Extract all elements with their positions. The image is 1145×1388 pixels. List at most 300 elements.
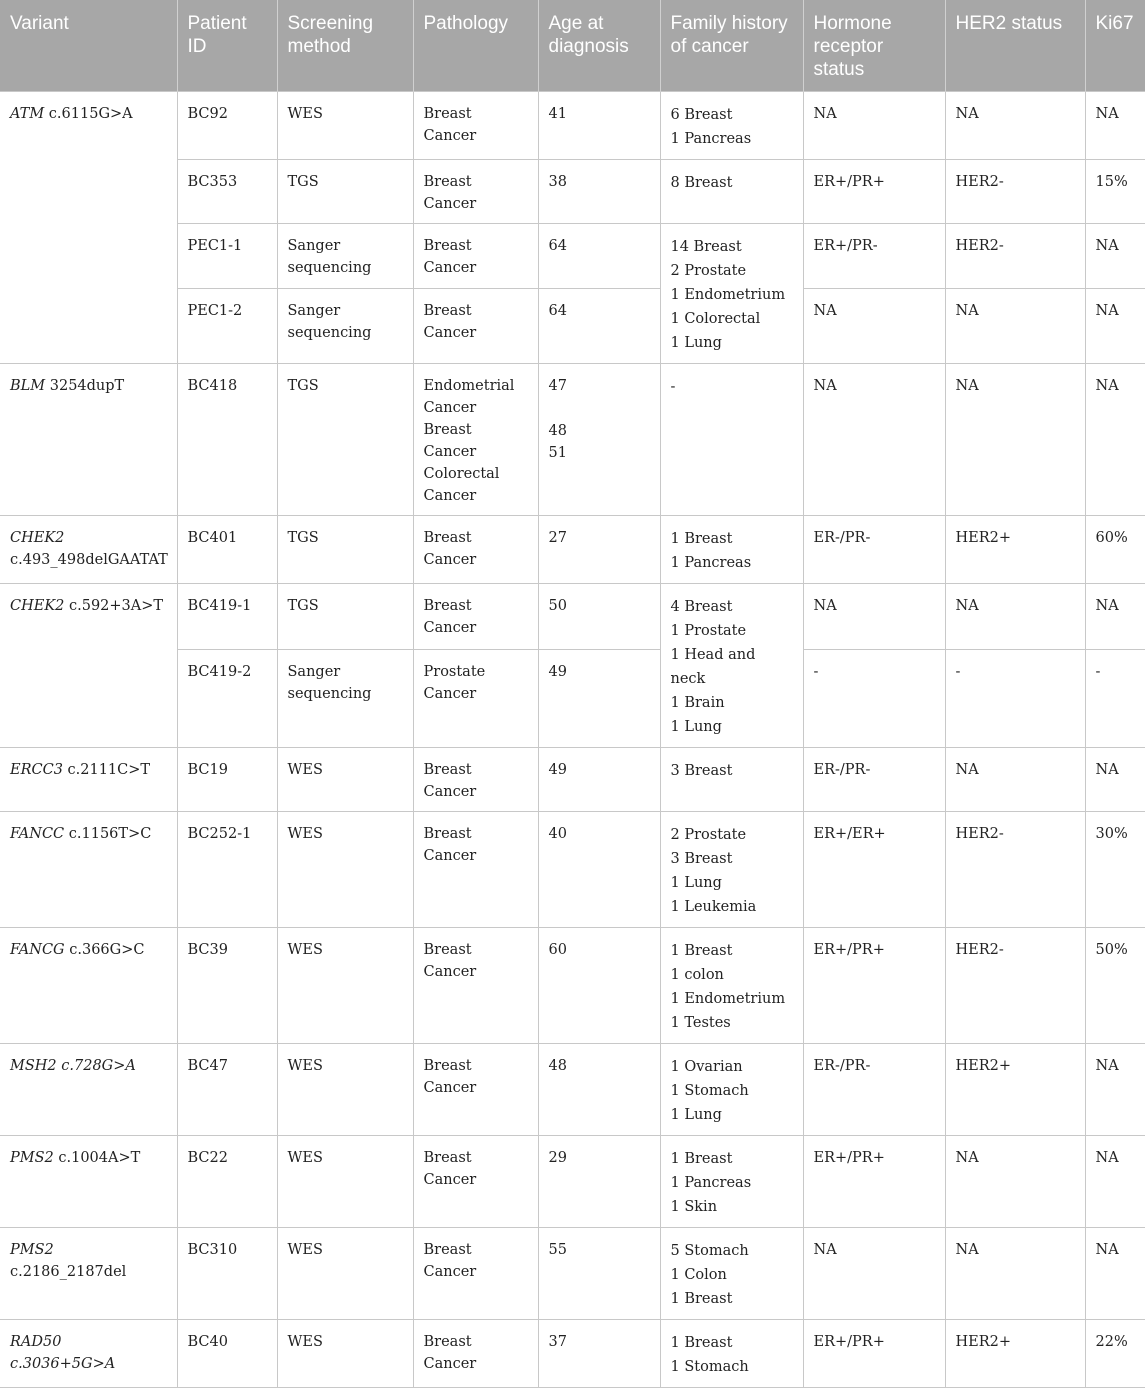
family-history-entry: 1 colon [670, 967, 724, 983]
age-entry: 40 [548, 826, 567, 842]
pathology-cell [413, 1228, 538, 1320]
patient-id-cell [177, 1136, 277, 1228]
hormone-status-cell [803, 224, 945, 289]
her2-status: NA [955, 106, 979, 122]
ki67-cell [1085, 928, 1145, 1044]
screening-method: Sanger sequencing [287, 302, 372, 341]
patient-id-cell [177, 748, 277, 812]
hormone-status: - [813, 664, 819, 680]
hormone-status-cell [803, 160, 945, 224]
family-history-entry: 8 Breast [670, 175, 733, 191]
hormone-status-cell [803, 584, 945, 650]
ki67-value: 15% [1095, 174, 1128, 190]
header-her2-status: HER2 status [945, 0, 1085, 92]
hormone-status-cell [803, 650, 945, 748]
header-screening-method: Screening method [277, 0, 413, 92]
variant-cell [0, 1320, 177, 1388]
her2-status-cell [945, 650, 1085, 748]
age-entry: 55 [548, 1242, 567, 1258]
variant-cell [0, 748, 177, 812]
variant-cell [0, 584, 177, 748]
family-history-cell [660, 1044, 803, 1136]
hormone-status-cell [803, 928, 945, 1044]
ki67-value: NA [1095, 106, 1119, 122]
her2-status: HER2- [955, 238, 1004, 254]
pathology-entry: Breast Cancer [423, 598, 477, 636]
ki67-value: NA [1095, 302, 1119, 319]
family-history-cell [660, 812, 803, 928]
pathology-entry: Endometrial Cancer [423, 378, 515, 416]
screening-method-cell [277, 1136, 413, 1228]
family-history-entry: 6 Breast [670, 107, 733, 123]
patient-id-cell [177, 516, 277, 584]
her2-status: NA [955, 598, 979, 614]
variant-mutation: c.1004A>T [53, 1150, 141, 1166]
patient-id: PEC1-2 [187, 302, 243, 319]
variant-gene: CHEK2 [10, 598, 65, 614]
family-history-entry: 1 Breast [670, 1291, 733, 1307]
variant-gene: FANCG [10, 942, 65, 958]
age-entry: 51 [548, 445, 567, 461]
ki67-value: 30% [1095, 826, 1128, 842]
family-history-cell [660, 584, 803, 748]
patient-id: BC310 [187, 1242, 238, 1258]
age-cell [538, 812, 660, 928]
ki67-value: 50% [1095, 942, 1128, 958]
age-entry: 50 [548, 598, 567, 614]
table-row [0, 812, 1145, 928]
pathology-entry: Breast Cancer [423, 174, 477, 212]
variant-cell [0, 928, 177, 1044]
family-history-entry: 14 Breast [670, 239, 742, 255]
variant-cell [0, 516, 177, 584]
family-history-cell [660, 224, 803, 364]
her2-status: HER2+ [955, 1058, 1012, 1074]
pathology-entry: Breast Cancer [423, 106, 477, 144]
table-header [0, 0, 1145, 92]
patient-id: BC40 [187, 1334, 228, 1350]
pathology-cell [413, 928, 538, 1044]
ki67-cell [1085, 92, 1145, 160]
family-history-entry: 3 Breast [670, 851, 733, 867]
family-history-entry: 1 Lung [670, 1107, 722, 1123]
variant-mutation: c.3036+5G>A [10, 1356, 116, 1372]
age-cell [538, 224, 660, 289]
family-history-entry: 1 Prostate [670, 623, 747, 639]
patient-id: BC418 [187, 378, 238, 394]
age-entry: 27 [548, 530, 567, 546]
table-row [0, 928, 1145, 1044]
screening-method-cell [277, 928, 413, 1044]
family-history-cell [660, 516, 803, 584]
header-ki67: Ki67 [1085, 0, 1145, 92]
patient-id-cell [177, 1320, 277, 1388]
patient-id-cell [177, 928, 277, 1044]
family-history-entry: 1 Brain [670, 695, 725, 711]
ki67-cell [1085, 364, 1145, 516]
family-history-entry: 2 Prostate [670, 827, 747, 843]
screening-method: WES [287, 1150, 323, 1166]
screening-method: WES [287, 826, 323, 842]
pathology-entry: Colorectal Cancer [423, 466, 500, 504]
patient-id-cell [177, 1228, 277, 1320]
pathology-entry: Breast Cancer [423, 530, 477, 568]
screening-method: WES [287, 942, 323, 958]
hormone-status-cell [803, 748, 945, 812]
hormone-status-cell [803, 288, 945, 363]
family-history-entry: 1 Endometrium [670, 287, 786, 303]
pathology-cell [413, 748, 538, 812]
age-entry: 64 [548, 238, 567, 254]
age-entry: 37 [548, 1334, 567, 1350]
ki67-cell [1085, 748, 1145, 812]
screening-method: Sanger sequencing [287, 664, 372, 702]
variant-gene: PMS2 [10, 1150, 54, 1166]
table-row [0, 1136, 1145, 1228]
patient-id: BC419-1 [187, 598, 252, 614]
ki67-cell [1085, 288, 1145, 363]
variant-mutation: c.6115G>A [44, 106, 133, 122]
pathology-entry: Breast Cancer [423, 238, 477, 276]
screening-method-cell [277, 1044, 413, 1136]
header-variant: Variant [0, 0, 177, 92]
family-history-entry: 1 Breast [670, 1151, 733, 1167]
her2-status: - [955, 664, 961, 680]
variant-gene: FANCC [10, 826, 65, 842]
ki67-cell [1085, 650, 1145, 748]
family-history-entry: 2 Prostate [670, 263, 747, 279]
her2-status-cell [945, 224, 1085, 289]
age-cell [538, 928, 660, 1044]
family-history-cell [660, 1228, 803, 1320]
header-age-at-diagnosis: Age at diagnosis [538, 0, 660, 92]
variant-gene: ERCC3 [10, 762, 63, 778]
family-history-entry: 1 Pancreas [670, 555, 752, 571]
patient-id-cell [177, 224, 277, 289]
table-row [0, 584, 1145, 650]
ki67-value: - [1095, 664, 1101, 680]
ki67-cell [1085, 584, 1145, 650]
hormone-status: ER-/PR- [813, 1058, 871, 1074]
her2-status-cell [945, 92, 1085, 160]
screening-method: WES [287, 1334, 323, 1350]
patient-id-cell [177, 650, 277, 748]
header-patient-id: Patient ID [177, 0, 277, 92]
hormone-status-cell [803, 1044, 945, 1136]
her2-status: NA [955, 302, 979, 319]
patient-id-cell [177, 584, 277, 650]
ki67-value: 22% [1095, 1334, 1128, 1350]
age-cell [538, 650, 660, 748]
family-history-cell [660, 748, 803, 812]
variant-cell [0, 812, 177, 928]
family-history-entry: 3 Breast [670, 763, 733, 779]
variant-mutation: c.728G>A [56, 1058, 136, 1074]
pathology-cell [413, 584, 538, 650]
age-entry: 64 [548, 302, 567, 319]
family-history-entry: 1 Lung [670, 335, 722, 351]
hormone-status-cell [803, 1136, 945, 1228]
age-entry: 38 [548, 174, 567, 190]
family-history-entry: 1 Breast [670, 1335, 733, 1351]
hormone-status-cell [803, 364, 945, 516]
table-row [0, 92, 1145, 160]
family-history-cell [660, 160, 803, 224]
family-history-cell [660, 92, 803, 160]
screening-method: WES [287, 106, 323, 122]
age-entry: 29 [548, 1150, 567, 1166]
age-cell [538, 748, 660, 812]
variant-mutation: 3254dupT [45, 378, 125, 394]
her2-status-cell [945, 364, 1085, 516]
pathology-entry: Breast Cancer [423, 1242, 477, 1280]
ki67-value: NA [1095, 762, 1119, 778]
patient-id: BC22 [187, 1150, 228, 1166]
family-history-entry: 1 Pancreas [670, 131, 752, 147]
pathology-entry: Breast Cancer [423, 826, 477, 864]
hormone-status-cell [803, 812, 945, 928]
family-history-entry: 1 Lung [670, 875, 722, 891]
patient-id: BC419-2 [187, 664, 252, 680]
her2-status-cell [945, 748, 1085, 812]
ki67-cell [1085, 1320, 1145, 1388]
her2-status: NA [955, 762, 979, 778]
age-cell [538, 1044, 660, 1136]
pathology-entry: Breast Cancer [423, 1334, 477, 1372]
variant-mutation: c.366G>C [64, 942, 145, 958]
her2-status-cell [945, 288, 1085, 363]
age-cell [538, 516, 660, 584]
table-body [0, 92, 1145, 1388]
family-history-entry: - [670, 379, 676, 395]
screening-method: TGS [287, 598, 319, 614]
family-history-entry: 5 Stomach [670, 1243, 749, 1259]
age-cell [538, 584, 660, 650]
age-entry: 48 [548, 423, 567, 439]
family-history-entry: 1 Breast [670, 943, 733, 959]
table-row [0, 1228, 1145, 1320]
variant-gene: BLM [10, 378, 46, 394]
her2-status-cell [945, 1044, 1085, 1136]
variant-mutation: c.493_498delGAATAT [10, 552, 168, 568]
hormone-status: ER-/PR- [813, 530, 871, 546]
pathology-entry: Breast Cancer [423, 942, 477, 980]
her2-status: HER2- [955, 174, 1004, 190]
family-history-entry: 1 Skin [670, 1199, 718, 1215]
ki67-cell [1085, 516, 1145, 584]
table-row [0, 1044, 1145, 1136]
her2-status-cell [945, 160, 1085, 224]
ki67-value: NA [1095, 378, 1119, 394]
pathology-cell [413, 1136, 538, 1228]
ki67-cell [1085, 224, 1145, 289]
hormone-status-cell [803, 516, 945, 584]
patient-id-cell [177, 160, 277, 224]
family-history-cell [660, 928, 803, 1044]
screening-method: TGS [287, 174, 319, 190]
patient-id: BC19 [187, 762, 228, 778]
screening-method-cell [277, 584, 413, 650]
variant-gene: CHEK2 [10, 530, 65, 546]
age-entry: 49 [548, 762, 567, 778]
her2-status-cell [945, 1320, 1085, 1388]
age-entry: 47 [548, 378, 567, 394]
pathology-cell [413, 364, 538, 516]
her2-status-cell [945, 928, 1085, 1044]
patient-id-cell [177, 92, 277, 160]
her2-status-cell [945, 1228, 1085, 1320]
patient-id-cell [177, 364, 277, 516]
ki67-value: NA [1095, 238, 1119, 254]
hormone-status: NA [813, 302, 837, 319]
family-history-entry: 1 Ovarian [670, 1059, 743, 1075]
pathology-cell [413, 1044, 538, 1136]
variant-cell [0, 364, 177, 516]
screening-method-cell [277, 1228, 413, 1320]
pathology-cell [413, 650, 538, 748]
age-cell [538, 92, 660, 160]
ki67-cell [1085, 1136, 1145, 1228]
family-history-entry: 4 Breast [670, 599, 733, 615]
pathology-cell [413, 516, 538, 584]
hormone-status-cell [803, 1320, 945, 1388]
family-history-entry: 1 Stomach [670, 1359, 749, 1375]
ki67-value: NA [1095, 598, 1119, 614]
variant-gene: MSH2 [10, 1058, 57, 1074]
hormone-status: NA [813, 106, 837, 122]
her2-status-cell [945, 584, 1085, 650]
patient-id: BC353 [187, 174, 238, 190]
patient-id: BC401 [187, 530, 238, 546]
her2-status: HER2- [955, 942, 1004, 958]
variant-gene: ATM [10, 106, 45, 122]
family-history-entry: 1 Stomach [670, 1083, 749, 1099]
family-history-cell [660, 364, 803, 516]
screening-method-cell [277, 364, 413, 516]
variant-mutation: c.592+3A>T [64, 598, 164, 614]
patient-id: BC39 [187, 942, 228, 958]
hormone-status: ER-/PR- [813, 762, 871, 778]
variant-cell [0, 92, 177, 364]
patient-id-cell [177, 1044, 277, 1136]
pathology-entry: Breast Cancer [423, 302, 477, 341]
variant-gene: PMS2 [10, 1242, 54, 1258]
variant-cell [0, 1228, 177, 1320]
screening-method-cell [277, 160, 413, 224]
screening-method-cell [277, 92, 413, 160]
age-entry: 60 [548, 942, 567, 958]
header-pathology: Pathology [413, 0, 538, 92]
patient-id-cell [177, 288, 277, 363]
ki67-value: NA [1095, 1150, 1119, 1166]
patient-id: BC92 [187, 106, 228, 122]
patient-id-cell [177, 812, 277, 928]
pathology-entry: Breast Cancer [423, 1150, 477, 1188]
age-cell [538, 1136, 660, 1228]
hormone-status: ER+/PR+ [813, 1150, 885, 1166]
age-cell [538, 1320, 660, 1388]
hormone-status: ER+/PR- [813, 238, 878, 254]
age-entry: 48 [548, 1058, 567, 1074]
variant-gene: RAD50 [10, 1334, 62, 1350]
hormone-status: NA [813, 378, 837, 394]
screening-method-cell [277, 650, 413, 748]
patient-id: PEC1-1 [187, 238, 243, 254]
pathology-cell [413, 812, 538, 928]
her2-status: NA [955, 378, 979, 394]
family-history-entry: 1 Colorectal [670, 311, 761, 327]
ki67-value: NA [1095, 1242, 1119, 1258]
hormone-status: ER+/PR+ [813, 942, 885, 958]
variant-mutation: c.1156T>C [64, 826, 152, 842]
table-row [0, 516, 1145, 584]
family-history-entry: 1 Endometrium [670, 991, 786, 1007]
pathology-entry: Breast Cancer [423, 1058, 477, 1096]
family-history-entry: 1 Breast [670, 531, 733, 547]
screening-method: WES [287, 762, 323, 778]
ki67-value: NA [1095, 1058, 1119, 1074]
her2-status-cell [945, 1136, 1085, 1228]
screening-method: WES [287, 1242, 323, 1258]
variant-cell [0, 1136, 177, 1228]
screening-method-cell [277, 516, 413, 584]
her2-status: HER2- [955, 826, 1004, 842]
header-family-history: Family history of cancer [660, 0, 803, 92]
family-history-entry: 1 Colon [670, 1267, 727, 1283]
variant-mutation: c.2186_2187del [10, 1264, 127, 1280]
her2-status: NA [955, 1150, 979, 1166]
pathology-cell [413, 160, 538, 224]
pathology-cell [413, 1320, 538, 1388]
hormone-status: ER+/PR+ [813, 174, 885, 190]
screening-method-cell [277, 748, 413, 812]
age-cell [538, 288, 660, 363]
pathology-cell [413, 92, 538, 160]
screening-method-cell [277, 288, 413, 363]
pathology-entry: Breast Cancer [423, 762, 477, 800]
variant-mutation: c.2111C>T [62, 762, 151, 778]
screening-method: WES [287, 1058, 323, 1074]
table-row [0, 1320, 1145, 1388]
her2-status-cell [945, 516, 1085, 584]
family-history-entry: 1 Pancreas [670, 1175, 752, 1191]
age-cell [538, 160, 660, 224]
family-history-entry: 1 Testes [670, 1015, 731, 1031]
hormone-status: ER+/ER+ [813, 826, 886, 842]
family-history-cell [660, 1136, 803, 1228]
pathology-cell [413, 224, 538, 289]
family-history-entry: 1 Head and neck [670, 647, 756, 687]
family-history-entry: 1 Leukemia [670, 899, 757, 915]
her2-status-cell [945, 812, 1085, 928]
patient-id: BC252-1 [187, 826, 252, 842]
table-row [0, 364, 1145, 516]
pathology-entry: Breast Cancer [423, 422, 477, 460]
ki67-cell [1085, 160, 1145, 224]
hormone-status: ER+/PR+ [813, 1334, 885, 1350]
variant-cell [0, 1044, 177, 1136]
her2-status: HER2+ [955, 1334, 1012, 1350]
family-history-entry: 1 Lung [670, 719, 722, 735]
age-cell [538, 1228, 660, 1320]
patient-id: BC47 [187, 1058, 228, 1074]
pathology-cell [413, 288, 538, 363]
age-cell [538, 364, 660, 516]
family-history-cell [660, 1320, 803, 1388]
table-row [0, 748, 1145, 812]
hormone-status: NA [813, 1242, 837, 1258]
screening-method-cell [277, 812, 413, 928]
